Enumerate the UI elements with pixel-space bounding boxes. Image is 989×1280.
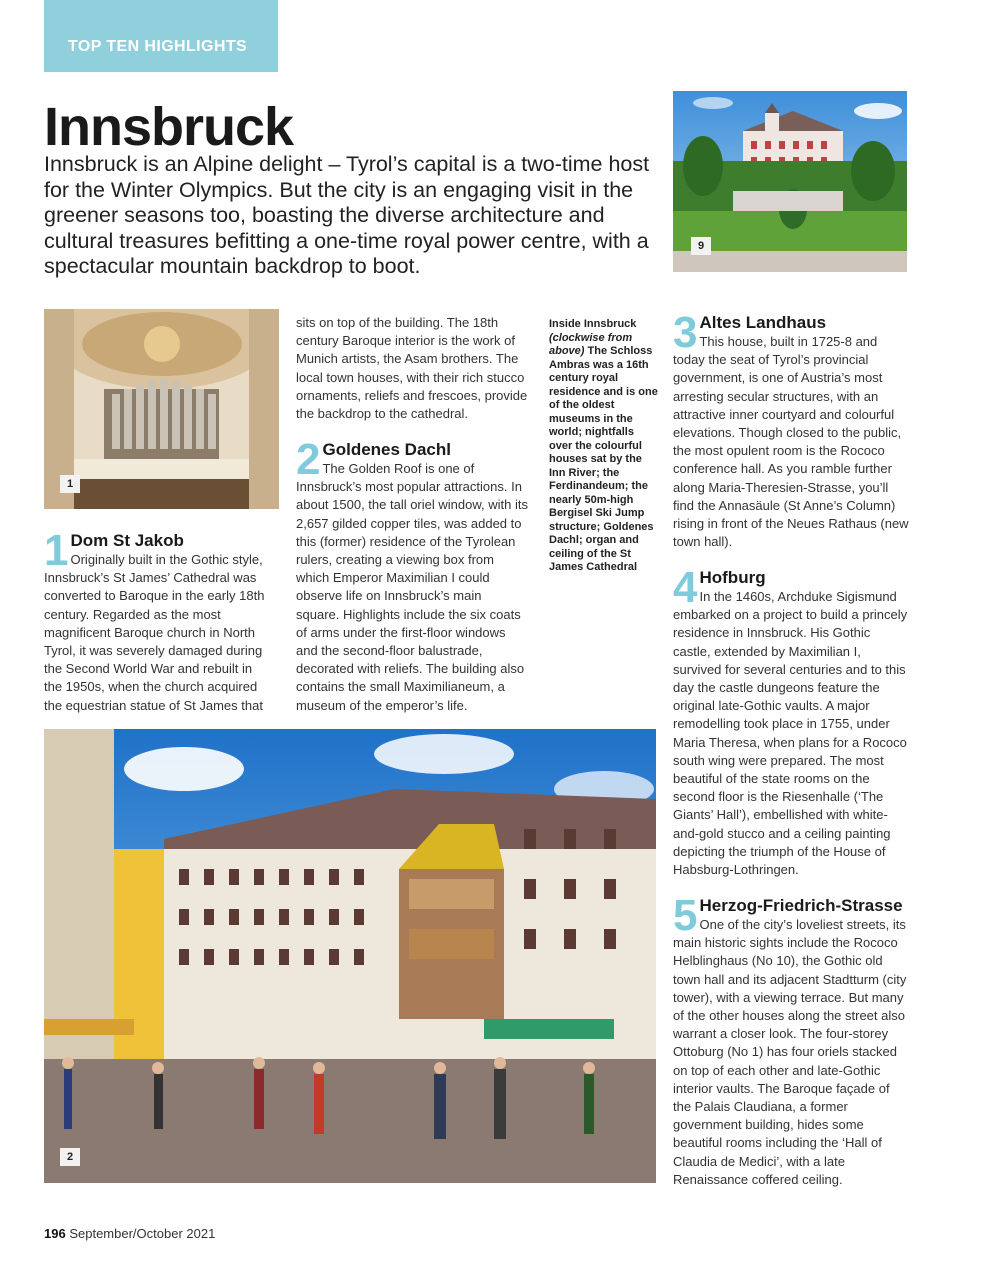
section-number: 4 [673,563,698,612]
section-body: This house, built in 1725-8 and today the seat of Tyrol’s provincial government, is one of Austria’s most arresting secular structures, with an attractive inner courtyard and colourful elevations. Though closed to the public, the most opulent room is the Rococo conference hall. As you ramble further along Maria-Theresien-Strasse, you’ll find the Annasäule (St Anne’s Column) rising in front of the Neues Rathaus (new town hall). [673,334,909,550]
caption-direction: (clockwise from above) [549,331,633,357]
photo-cathedral-organ [44,309,279,509]
caption-lead: Inside Innsbruck [549,318,637,330]
section-heading: Goldenes Dachl [322,440,451,459]
section-body: The Golden Roof is one of Innsbruck’s most popular attractions. In about 1500, the tall oriel window, with its 2,657 gilded copper tiles, was added to this (former) residence of the Tyrolean rulers, creating a viewing box from which Emperor Maximilian I could observe life on Innsbruck’s main square. Highlights include the six coats of arms under the first-floor windows and the second-floor balustrade, decorated with reliefs. The building also contains the small Maximilianeum, a museum of the emperor’s life. [296,461,528,713]
section-dom-st-jakob [44,526,270,715]
section-tab-label: TOP TEN HIGHLIGHTS [68,38,248,55]
section-tab [44,0,278,72]
section-heading: Altes Landhaus [699,313,827,332]
section-goldenes-dachl [296,435,528,715]
section-herzog-friedrich-strasse [673,891,909,1189]
section-number: 1 [44,526,69,575]
section-number: 2 [296,435,321,484]
photo-golden-roof-square [44,729,656,1183]
photo-schloss-ambras [673,91,907,272]
section-heading: Herzog-Friedrich-Strasse [699,896,903,915]
photo-caption [549,318,659,575]
section-heading: Dom St Jakob [70,531,184,550]
section-body: One of the city’s loveliest streets, its main historic sights include the Rococo Helblinghaus (No 10), the Gothic old town hall and its adjacent Stadtturm (city tower), with a viewing terrace. But many of the other houses along the street also warrant a closer look. The four-storey Ottoburg (No 1) has four oriels stacked on top of each other and late-Gothic interior vaults. The Baroque façade of the Palais Claudiana, a former government building, hides some beautiful rooms including the ‘Hall of Claudia de Medici’, with a late Renaissance coffered ceiling. [673,917,907,1187]
caption-text: The Schloss Ambras was a 16th century royal residence and is one of the oldest museums in the world; nightfalls over the colourful houses sat by the Inn River; the Ferdinandeum; the nearly 50m-high Bergisel Ski Jump structure; Goldenes Dachl; organ and ceiling of the St James Cathedral [549,345,658,573]
issue-date: September/October 2021 [69,1226,216,1241]
section-number: 3 [673,308,698,357]
page-title: Innsbruck [44,97,294,157]
photo-number-badge: 9 [691,237,711,255]
section-hofburg [673,563,909,879]
section-number: 5 [673,891,698,940]
section-body: Originally built in the Gothic style, Innsbruck’s St James’ Cathedral was converted to Baroque in the early 18th century. Regarded as the most magnificent Baroque church in North Tyrol, it was severely damaged during the Second World War and rebuilt in the 1950s, when the church acquired the equestrian statue of St James that [44,552,265,713]
photo-number-badge: 2 [60,1148,80,1166]
photo-number-badge: 1 [60,475,80,493]
section-body: In the 1460s, Archduke Sigismund embarked on a project to build a princely residence in Innsbruck. His Gothic castle, extended by Maximilian I, survived for several centuries and to this day the castle dungeons feature the original late-Gothic vaults. A major remodelling took place in 1755, under Maria Theresa, when plans for a Rococo south wing were prepared. The most beautiful of the state rooms on the second floor is the Riesenhalle (‘The Giants’ Hall’), embellished with white-and-gold stucco and a ceiling painting depicting the triumph of the House of Habsburg-Lothringen. [673,589,908,878]
section-dom-st-jakob-continued [296,314,528,423]
section-heading: Hofburg [699,568,766,587]
section-altes-landhaus [673,308,909,551]
section-body-continued: sits on top of the building. The 18th century Baroque interior is the work of Munich artists, the Asam brothers. The local town houses, with their rich stucco ornaments, reliefs and frescoes, provide the backdrop to the cathedral. [296,315,528,422]
page-footer [44,1226,215,1241]
intro-paragraph: Innsbruck is an Alpine delight – Tyrol’s capital is a two-time host for the Winter Olympics. But the city is an engaging visit in the greener seasons too, boasting the diverse architecture and cultural treasures befitting a one-time royal power centre, with a spectacular mountain backdrop to boot. [44,152,650,279]
page-number: 196 [44,1226,66,1241]
